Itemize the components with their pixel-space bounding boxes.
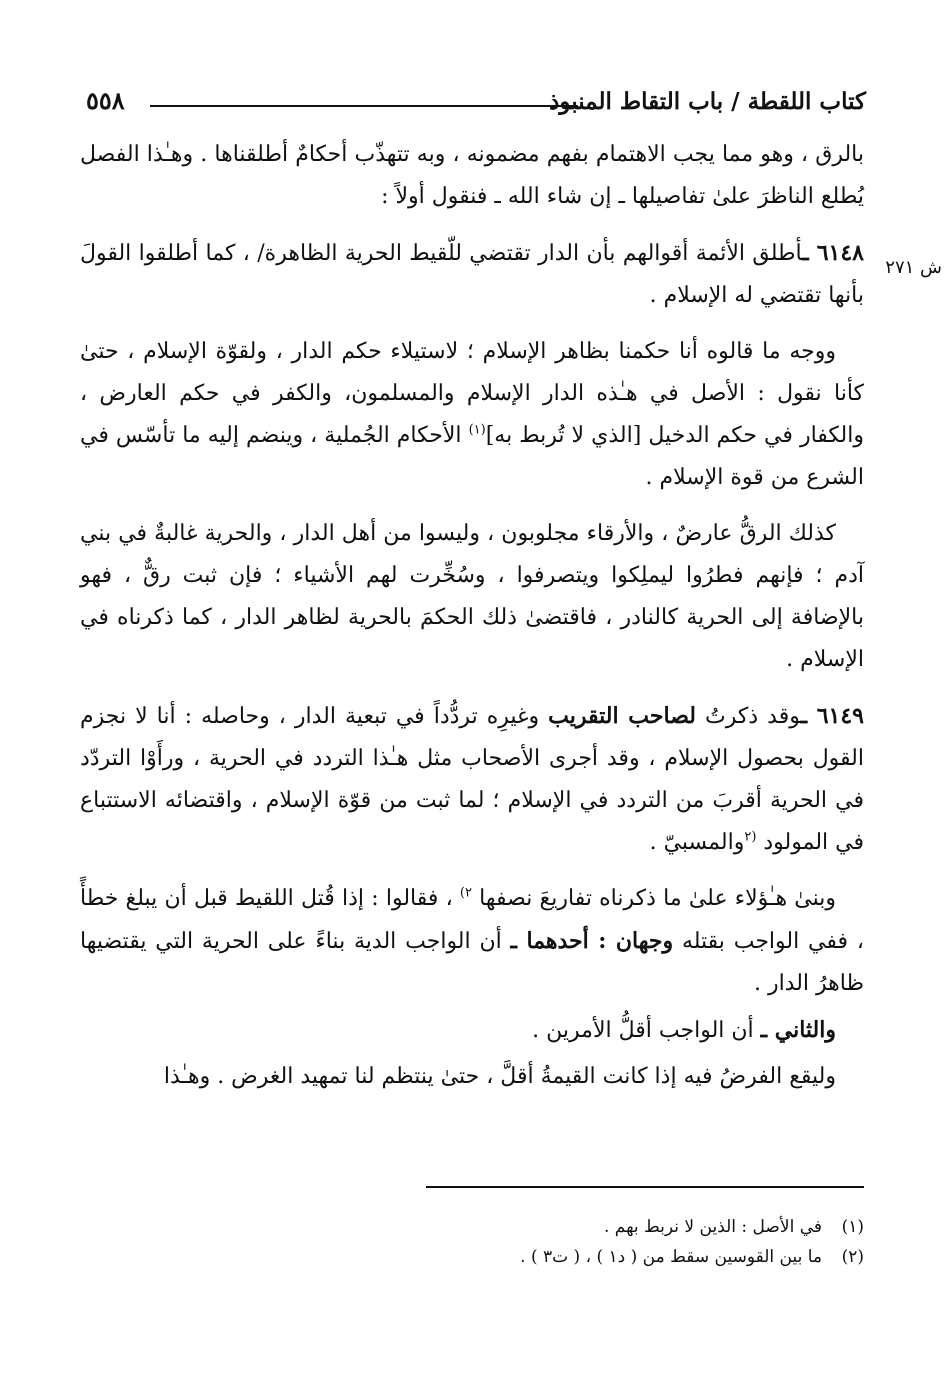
- paragraph-text: أن الواجب الدية بناءً على الحرية التي يقتضيها ظاهرُ الدار .: [80, 929, 864, 996]
- paragraph-number: ٦١٤٨ ـ: [802, 240, 864, 266]
- footnote-ref: (١): [468, 422, 486, 438]
- main-text: [80, 134, 864, 1112]
- paragraph-text: وليقع الفرضُ فيه إذا كانت القيمةُ أقلَّ ، حتىٰ ينتظم لنا تمهيد الغرض . وهـٰذا: [163, 1064, 836, 1089]
- footnote-text: ما بين القوسين سقط من ( د١ ) ، ( ت٣ ) .: [520, 1247, 822, 1267]
- margin-folio-note: ش ٢٧١: [885, 257, 942, 278]
- paragraph-6148: [80, 232, 864, 317]
- footnote-ref: ٢): [459, 885, 472, 901]
- footnote-text: في الأصل : الذين لا نربط بهم .: [603, 1217, 822, 1237]
- paragraph-branches: [80, 878, 864, 1005]
- paragraph-text: وبنىٰ هـٰؤلاء علىٰ ما ذكرناه تفاريعَ نصفها: [471, 886, 837, 911]
- header-rule: [150, 105, 578, 107]
- paragraph-text: الأحكام الجُملية ، وينضم إليه ما تأسّس في الشرع من قوة الإسلام .: [80, 423, 864, 490]
- running-header: [86, 84, 866, 124]
- paragraph-text: ووجه ما قالوه أنا حكمنا بظاهر الإسلام ؛ لاستيلاء حكم الدار ، ولقوّة الإسلام ، حتىٰ كأنا نقول : الأصل في هـٰذه الدار الإسلام والمسلمون، والكفر في حكم العارض ، والكفار في حكم الدخيل [الذي لا تُربط به]: [80, 339, 864, 448]
- paragraph-reason: [80, 331, 864, 499]
- footnote-number: (٢): [841, 1247, 864, 1267]
- paragraph-slavery: [80, 513, 864, 681]
- paragraph-second: [80, 1009, 864, 1052]
- bold-term: والثاني ـ: [760, 1017, 836, 1043]
- footnote-ref: (٢: [744, 829, 757, 845]
- footnote-number: (١): [841, 1217, 864, 1237]
- footnote-item: [86, 1212, 866, 1242]
- paragraph-text: كذلك الرقُّ عارضٌ ، والأرقاء مجلوبون ، وليسوا من أهل الدار ، والحرية غالبةٌ في بني آدم ؛ فإنهم فطرُوا ليملِكوا ويتصرفوا ، وسُخِّرت لهم الأشياء ؛ فإن ثبت رقٌّ ، فهو بالإضافة إلى الحرية كالنادر ، فاقتضىٰ ذلك الحكمَ بالحرية لظاهر الدار ، كما ذكرناه في الإسلام .: [80, 521, 864, 672]
- footnotes: [86, 1212, 866, 1272]
- paragraph-text: والمسبيّ .: [649, 830, 745, 855]
- paragraph-last: [80, 1056, 864, 1098]
- paragraph-text: وقد ذكرتُ: [696, 704, 801, 729]
- paragraph-text: وغيرِه تردُّداً في تبعية الدار ، وحاصله : أنا لا نجزم القول بحصول الإسلام ، وقد أجرى الأصحاب مثل هـٰذا التردد في الحرية ، ورأَوْا التردّد في الحرية أقربَ من التردد في الإسلام ؛ لما ثبت من قوّة الإسلام ، واقتضائه الاستتباع في المولود: [80, 704, 864, 855]
- page-number: ٥٥٨: [86, 86, 125, 115]
- bold-term: لصاحب التقريب: [548, 703, 696, 729]
- paragraph-continuation: [80, 134, 864, 218]
- paragraph-text: أطلق الأئمة أقوالهم بأن الدار تقتضي للّقيط الحرية الظاهرة/ ، كما أطلقوا القولَ بأنها تقتضي له الإسلام .: [80, 241, 864, 308]
- footnote-item: [86, 1242, 866, 1272]
- paragraph-6149: [80, 695, 864, 864]
- paragraph-text: بالرق ، وهو مما يجب الاهتمام بفهم مضمونه ، وبه تتهذّب أحكامٌ أطلقناها . وهـٰذا الفصل يُطلع الناظرَ علىٰ تفاصيلها ـ إن شاء الله ـ فنقول أولاً :: [80, 142, 864, 209]
- paragraph-number: ٦١٤٩ ـ: [800, 703, 864, 729]
- footnote-rule: [426, 1186, 864, 1188]
- bold-term: وجهان : أحدهما ـ: [510, 928, 674, 954]
- paragraph-text: أن الواجب أقلُّ الأمرين .: [532, 1018, 761, 1043]
- header-title: كتاب اللقطة / باب التقاط المنبوذ: [549, 88, 866, 115]
- paragraph-text: ، فقالوا : إذا قُتل اللقيط قبل أن يبلغ خطأً ، ففي الواجب بقتله: [80, 886, 864, 954]
